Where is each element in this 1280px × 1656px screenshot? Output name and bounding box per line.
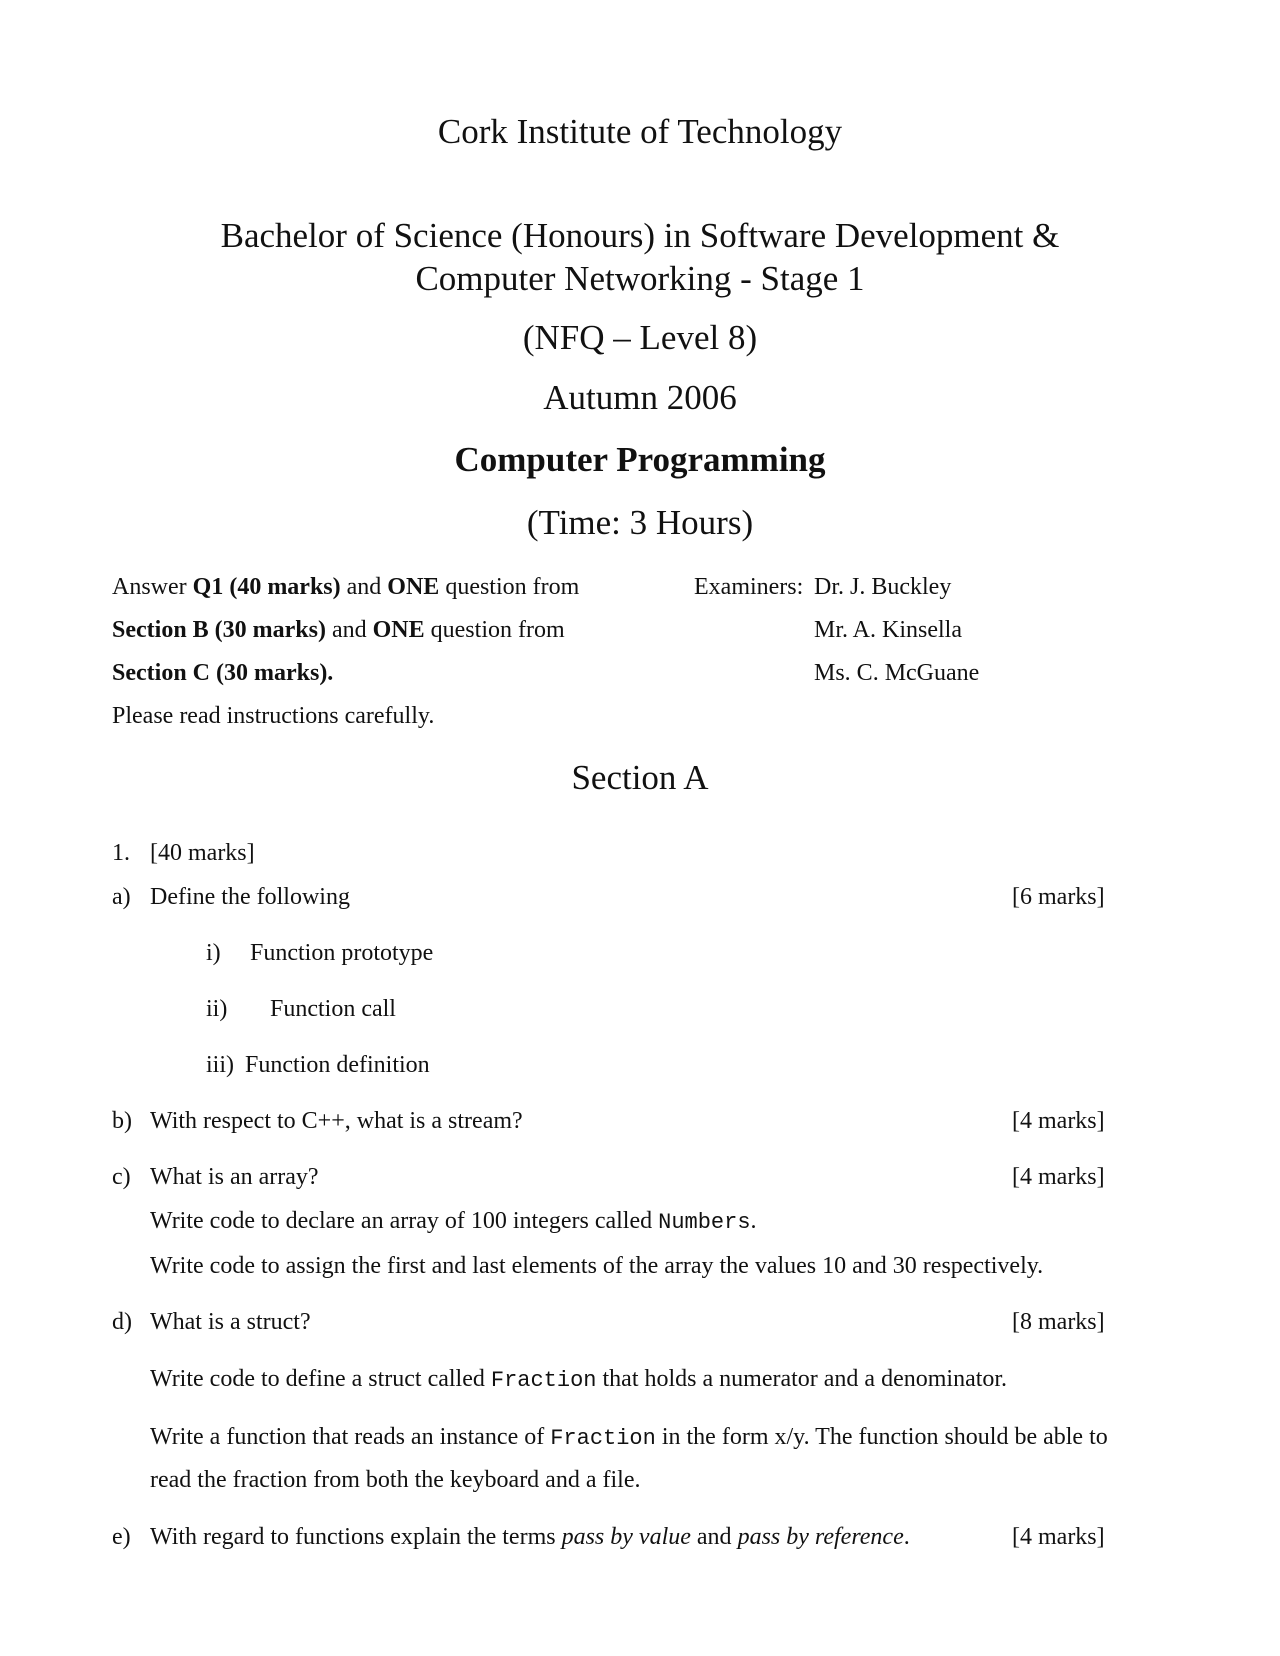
examiner-name: Ms. C. McGuane (814, 660, 980, 686)
instruction-line-2 (112, 617, 565, 644)
part-label: d) (112, 1309, 132, 1335)
subitem-text: Function call (270, 996, 396, 1022)
subitem-number: ii) (206, 996, 228, 1022)
part-a-text: Define the following (150, 884, 350, 910)
subitem-number: i) (206, 940, 221, 966)
instruction-text: and (325, 617, 373, 643)
question-total-marks: [40 marks] (150, 840, 255, 866)
exam-term: Autumn 2006 (543, 378, 737, 417)
degree-line-1: Bachelor of Science (Honours) in Software Development & (220, 216, 1060, 255)
instruction-emphasis: Section C (30 marks). (112, 660, 334, 686)
part-label: c) (112, 1164, 131, 1190)
question-text: . (903, 1524, 910, 1550)
part-c-text: What is an array? (150, 1164, 319, 1190)
part-d-line-2 (150, 1366, 1007, 1393)
question-text: in the form x/y. The function should be able to (655, 1424, 1108, 1450)
instruction-emphasis: ONE (372, 617, 425, 643)
instruction-line-3 (112, 660, 333, 687)
examiners-label: Examiners: (694, 574, 804, 600)
question-text: and (690, 1524, 738, 1550)
part-d-line-3 (150, 1424, 1108, 1451)
subitem-text: Function prototype (250, 940, 434, 966)
part-b-text: With respect to C++, what is a stream? (150, 1108, 523, 1134)
part-d-line-4: read the fraction from both the keyboard and a file. (150, 1467, 641, 1493)
part-e-marks: [4 marks] (1012, 1524, 1105, 1550)
subitem-text: Function definition (245, 1052, 430, 1078)
code-identifier: Numbers (658, 1210, 751, 1235)
part-label: a) (112, 884, 131, 910)
examiner-name: Dr. J. Buckley (814, 574, 952, 600)
instruction-text: and (340, 574, 388, 600)
question-number: 1. (112, 840, 130, 866)
instruction-line-1 (112, 574, 579, 601)
question-text: Write code to declare an array of 100 integers called (150, 1208, 659, 1234)
part-label: b) (112, 1108, 132, 1134)
instruction-emphasis: ONE (387, 574, 440, 600)
part-label: e) (112, 1524, 131, 1550)
question-text: With regard to functions explain the terms (150, 1524, 562, 1550)
question-text: that holds a numerator and a denominator. (596, 1366, 1008, 1392)
term-pass-by-reference: pass by reference (737, 1524, 904, 1550)
degree-line-2: Computer Networking - Stage 1 (415, 259, 865, 298)
part-d-marks: [8 marks] (1012, 1309, 1105, 1335)
nfq-level: (NFQ – Level 8) (522, 318, 758, 357)
section-title: Section A (571, 758, 709, 797)
examiner-name: Mr. A. Kinsella (814, 617, 962, 643)
code-identifier: Fraction (550, 1426, 656, 1451)
part-a-marks: [6 marks] (1012, 884, 1105, 910)
part-e-text (150, 1524, 910, 1551)
part-b-marks: [4 marks] (1012, 1108, 1105, 1134)
part-c-line-3: Write code to assign the first and last elements of the array the values 10 and 30 respectively. (150, 1253, 1044, 1279)
part-d-text: What is a struct? (150, 1309, 311, 1335)
instruction-text: question from (439, 574, 580, 600)
question-text: . (750, 1208, 757, 1234)
part-c-line-2 (150, 1208, 757, 1235)
exam-duration: (Time: 3 Hours) (526, 503, 754, 542)
instruction-emphasis: Q1 (40 marks) (192, 574, 341, 600)
term-pass-by-value: pass by value (561, 1524, 691, 1550)
code-identifier: Fraction (490, 1368, 597, 1393)
institute-name: Cork Institute of Technology (437, 112, 843, 151)
part-c-marks: [4 marks] (1012, 1164, 1105, 1190)
subject-title: Computer Programming (454, 440, 826, 479)
degree-title (0, 214, 1280, 300)
instruction-emphasis: Section B (30 marks) (112, 617, 326, 643)
instruction-text: question from (424, 617, 565, 643)
question-text: Write code to define a struct called (150, 1366, 491, 1392)
instruction-text: Answer (112, 574, 193, 600)
question-text: Write a function that reads an instance of (150, 1424, 551, 1450)
instruction-line-4: Please read instructions carefully. (112, 703, 435, 729)
subitem-number: iii) (206, 1052, 234, 1078)
